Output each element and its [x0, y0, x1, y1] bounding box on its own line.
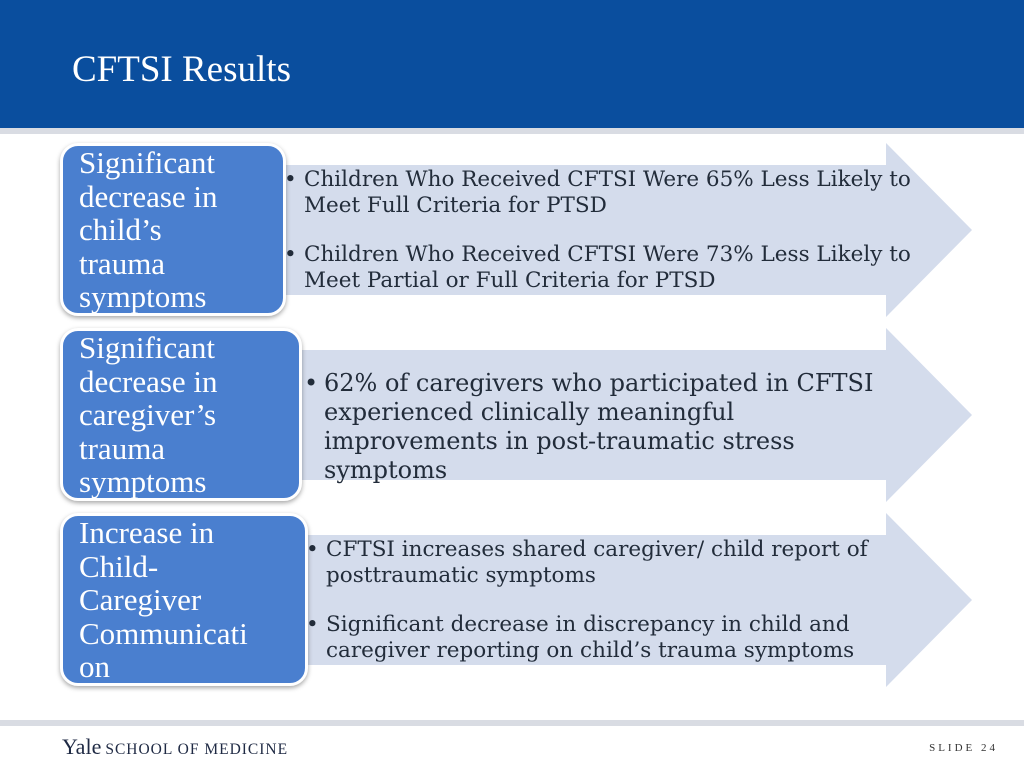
label-box	[60, 328, 302, 501]
label-line: Child-	[79, 548, 159, 584]
bullet-list	[306, 537, 906, 663]
label-box	[60, 513, 308, 686]
footer-divider	[0, 720, 1024, 726]
label-line: symptoms	[79, 279, 207, 314]
label-line: on	[79, 649, 110, 684]
bullet-list	[284, 167, 924, 293]
label-line: Significant	[79, 145, 216, 180]
label-line: Increase in	[79, 515, 215, 550]
bullet-item: • CFTSI increases shared caregiver/ child report of posttraumatic symptoms	[306, 537, 906, 588]
label-box	[60, 143, 286, 316]
label-line: Caregiver	[79, 582, 202, 617]
label-line: decrease in	[79, 178, 218, 214]
bullet-item: • 62% of caregivers who participated in CFTSI experienced clinically meaningful improvements in post-traumatic stress symptoms	[304, 369, 904, 485]
label-line: child’s	[79, 212, 162, 247]
label-line: Significant	[79, 330, 216, 365]
label-line: caregiver’s	[79, 397, 217, 432]
label-line: symptoms	[79, 464, 207, 499]
header-bar	[0, 0, 1024, 128]
bullet-item: • Children Who Received CFTSI Were 65% Less Likely to Meet Full Criteria for PTSD	[284, 167, 924, 218]
bullet-item: • Significant decrease in discrepancy in child and caregiver reporting on child’s trauma symptoms	[306, 612, 906, 663]
label-line: decrease in	[79, 363, 218, 399]
bullet-list	[304, 369, 904, 485]
header-divider	[0, 128, 1024, 134]
bullet-item: • Children Who Received CFTSI Were 73% Less Likely to Meet Partial or Full Criteria for PTSD	[284, 242, 924, 293]
footer-logo	[62, 734, 288, 760]
page-title: CFTSI Results	[72, 49, 291, 90]
slide-number: SLIDE 24	[929, 742, 998, 754]
footer-brand-yale: Yale	[62, 734, 102, 759]
footer-brand-school: SCHOOL OF MEDICINE	[105, 741, 289, 758]
label-line: trauma	[79, 430, 166, 466]
label-line: trauma	[79, 245, 166, 281]
label-line: Communicati	[79, 615, 248, 651]
